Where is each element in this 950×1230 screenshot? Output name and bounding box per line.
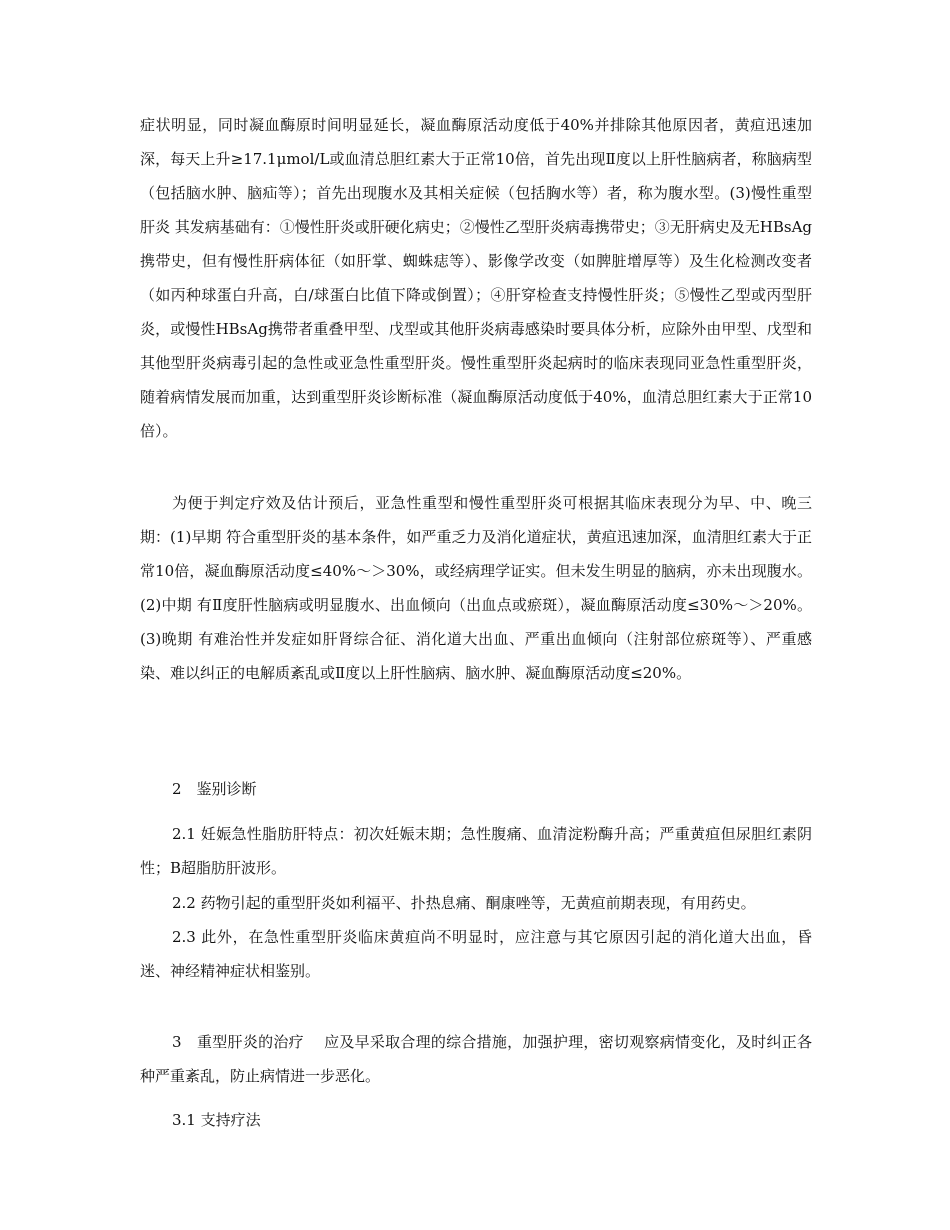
paragraph-2-1: 2.1 妊娠急性脂肪肝特点：初次妊娠末期；急性腹痛、血清淀粉酶升高；严重黄疸但尿胆红素阴性；B超脂肪肝波形。 — [140, 825, 812, 877]
paragraph-severe-hepatitis-types: 症状明显，同时凝血酶原时间明显延长，凝血酶原活动度低于40%并排除其他原因者，黄疸迅速加深，每天上升≥17.1μmol/L或血清总胆红素大于正常10倍，首先出现Ⅱ度以上肝性脑病者，称脑病型（包括脑水肿、脑疝等）；首先出现腹水及其相关症候（包括胸水等）者，称为腹水型。(3)慢性重型肝炎 其发病基础有：①慢性肝炎或肝硬化病史；②慢性乙型肝炎病毒携带史；③无肝病史及无HBsAg携带史，但有慢性肝病体征（如肝掌、蜘蛛痣等）、影像学改变（如脾脏增厚等）及生化检测改变者（如丙种球蛋白升高，白/球蛋白比值下降或倒置）；④肝穿检查支持慢性肝炎；⑤慢性乙型或丙型肝炎，或慢性HBsAg携带者重叠甲型、戊型或其他肝炎病毒感染时要具体分析，应除外由甲型、戊型和其他型肝炎病毒引起的急性或亚急性重型肝炎。慢性重型肝炎起病时的临床表现同亚急性重型肝炎，随着病情发展而加重，达到重型肝炎诊断标准（凝血酶原活动度低于40%，血清总胆红素大于正常10倍）。 — [140, 116, 813, 440]
paragraph-stages: 为便于判定疗效及估计预后，亚急性重型和慢性重型肝炎可根据其临床表现分为早、中、晚三期：(1)早期 符合重型肝炎的基本条件，如严重乏力及消化道症状，黄疸迅速加深，血清胆红素大于正常10倍，凝血酶原活动度≤40%～＞30%，或经病理学证实。但未发生明显的脑病，亦未出现腹水。(2)中期 有Ⅱ度肝性脑病或明显腹水、出血倾向（出血点或瘀斑），凝血酶原活动度≤30%～＞20%。(3)晚期 有难治性并发症如肝肾综合征、消化道大出血、严重出血倾向（注射部位瘀斑等）、严重感染、难以纠正的电解质紊乱或Ⅱ度以上肝性脑病、脑水肿、凝血酶原活动度≤20%。 — [140, 494, 812, 682]
paragraph-treatment: 3 重型肝炎的治疗 应及早采取合理的综合措施，加强护理，密切观察病情变化，及时纠正各种严重紊乱，防止病情进一步恶化。 — [140, 1033, 812, 1085]
section-heading-supportive-therapy: 3.1 支持疗法 — [172, 1111, 261, 1129]
paragraph-2-3: 2.3 此外，在急性重型肝炎临床黄疸尚不明显时，应注意与其它原因引起的消化道大出血，昏迷、神经精神症状相鉴别。 — [140, 928, 812, 980]
paragraph-2-2: 2.2 药物引起的重型肝炎如利福平、扑热息痛、酮康唑等，无黄疸前期表现，有用药史。 — [172, 894, 756, 912]
section-heading-differential-diagnosis: 2 鉴别诊断 — [172, 780, 257, 798]
